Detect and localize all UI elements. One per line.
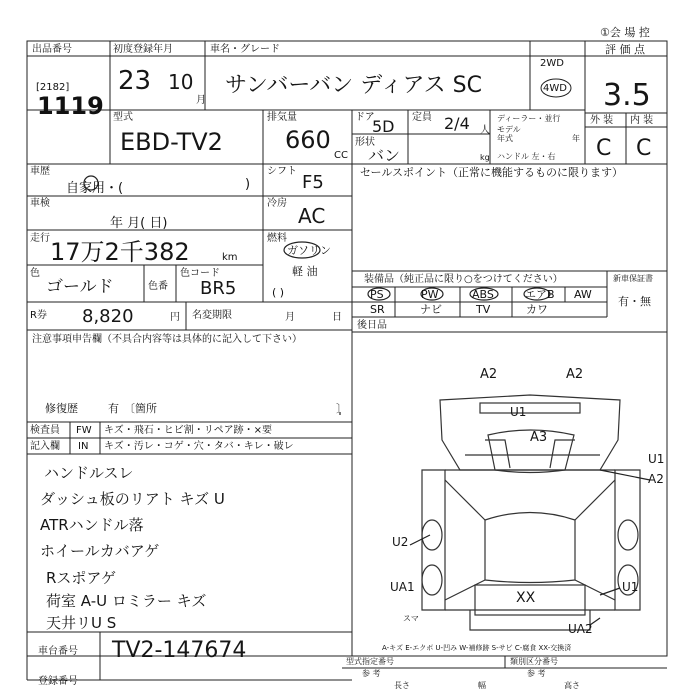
- ref-label-2: 参 考: [527, 669, 546, 678]
- ac-value: AC: [298, 204, 326, 228]
- name-grade-label: 車名・グレード: [210, 44, 280, 55]
- fuel-diesel: 軽 油: [292, 265, 318, 278]
- diagram-small-note: スマ: [403, 614, 419, 623]
- equip-pw: PW: [421, 288, 439, 301]
- mark-u2: U2: [392, 535, 409, 549]
- shift-value: F5: [302, 172, 324, 193]
- equipment-label: 装備品（純正品に限り○をつけてください）: [364, 274, 563, 285]
- note-line-3: ATRハンドル落: [40, 516, 144, 534]
- equip-sr: SR: [370, 303, 385, 316]
- equip-aw: AW: [574, 288, 592, 301]
- name-change-label: 名変期限: [192, 310, 232, 321]
- door-label: ドア: [355, 112, 375, 123]
- drive-2wd: 2WD: [540, 58, 564, 69]
- lot-small: [2182]: [36, 82, 70, 93]
- handle-label: ハンドル 左・右: [497, 152, 556, 161]
- name-change-month: 月: [285, 312, 295, 323]
- repair-label: 修復歴: [45, 402, 78, 415]
- equip-leather: カワ: [526, 303, 548, 316]
- sales-point-label: セールスポイント（正常に機能するものに限ります）: [360, 166, 624, 179]
- warranty-label: 新車保証書: [613, 274, 653, 283]
- capacity-unit: 人: [480, 125, 490, 136]
- repair-place: 〔箇所: [124, 402, 157, 415]
- entry-label: 記入欄: [30, 441, 60, 452]
- lot-label: 出品番号: [32, 44, 72, 55]
- note-line-2: ダッシュ板のリアト キズ U: [40, 490, 225, 508]
- name-change-day: 日: [332, 312, 342, 323]
- note-line-6: 荷室 A-U ロミラー キズ: [46, 592, 207, 610]
- model-label: 型式: [113, 112, 133, 123]
- fuel-label: 燃料: [267, 233, 287, 244]
- ext-value: C: [596, 136, 612, 161]
- score-label: 評 価 点: [605, 43, 645, 56]
- shape-label: 形状: [355, 137, 375, 148]
- name-grade-value: サンバーバン ディアス SC: [225, 73, 482, 98]
- mileage-label: 走行: [30, 233, 50, 244]
- ac-label: 冷房: [267, 198, 287, 209]
- capacity-value: 2/4: [444, 114, 470, 133]
- mark-a2-side: A2: [648, 472, 664, 486]
- aftermarket-label: 後日品: [357, 320, 387, 331]
- fw-text: キズ・飛石・ヒビ割・リペア跡・×要: [104, 425, 272, 436]
- mark-xx: XX: [516, 590, 536, 606]
- fuel-paren: ( ): [272, 286, 285, 299]
- width-label: 幅: [478, 681, 486, 690]
- class-label: 類別区分番号: [510, 657, 558, 666]
- type-label: 型式指定番号: [346, 657, 394, 666]
- dealer-label: ディーラー・並行: [497, 114, 561, 123]
- door-value: 5D: [372, 117, 395, 136]
- warranty-value: 有・無: [618, 295, 651, 308]
- usage-label: 車歴: [30, 166, 50, 177]
- mark-ua1: UA1: [390, 580, 415, 594]
- lot-number: 1119: [37, 92, 104, 120]
- equip-navi: ナビ: [420, 303, 442, 316]
- note-line-4: ホイールカバアゲ: [40, 542, 160, 560]
- venue-corner-label: ①会 場 控: [600, 26, 650, 39]
- disp-label: 排気量: [267, 112, 297, 123]
- color-num-label: 色コード: [180, 268, 220, 279]
- in-text: キズ・汚レ・コゲ・穴・タバ・キレ・破レ: [104, 441, 294, 452]
- load-unit: kg: [480, 153, 490, 162]
- inspection-value: 年 月( 日): [110, 216, 168, 231]
- inspection-label: 車検: [30, 198, 50, 209]
- month-unit: 月: [196, 95, 206, 106]
- recycle-unit: 円: [170, 312, 180, 323]
- mark-a2-left: A2: [480, 367, 498, 382]
- int-label: 内 装: [630, 115, 654, 126]
- score-value: 3.5: [603, 78, 651, 113]
- length-label: 長さ: [394, 681, 410, 690]
- equip-ps: PS: [370, 288, 384, 301]
- color-label: 色: [30, 268, 40, 279]
- mileage-unit: km: [222, 252, 238, 263]
- equip-tv: TV: [476, 303, 491, 316]
- ext-label: 外 装: [590, 115, 614, 126]
- damage-legend: A-キズ E-エクボ U-凹み W-補修跡 S-サビ C-腐食 XX-交換済: [382, 644, 572, 652]
- usage-value: 自家用・(: [66, 181, 124, 196]
- repair-value: 有: [108, 402, 119, 415]
- drive-4wd: 4WD: [543, 83, 567, 94]
- disp-unit: CC: [334, 150, 348, 161]
- disp-value: 660: [285, 126, 331, 154]
- year-unit: 年: [572, 134, 580, 143]
- chassis-label: 車台番号: [38, 646, 78, 657]
- usage-close: ): [245, 177, 251, 192]
- mark-a2-right: A2: [566, 367, 584, 382]
- note-line-7: 天井リU S: [46, 614, 117, 632]
- model-year-label2: 年式: [497, 134, 513, 143]
- note-line-1: ハンドルスレ: [44, 464, 134, 482]
- recycle-label: R券: [30, 310, 47, 321]
- note-line-5: Rスポアゲ: [46, 569, 116, 587]
- reg-label: 登録番号: [38, 676, 78, 687]
- mark-ua2: UA2: [568, 622, 593, 636]
- first-reg-label: 初度登録年月: [113, 44, 173, 55]
- ref-label: 参 考: [362, 669, 381, 678]
- mark-u1-top: U1: [510, 405, 527, 419]
- mark-u1-rear: U1: [622, 580, 639, 594]
- fw-label: FW: [76, 425, 92, 436]
- first-reg-year: 23: [118, 66, 152, 96]
- shape-value: バン: [368, 146, 401, 165]
- repair-close: 〕: [336, 402, 347, 415]
- color-code-label: 色番: [148, 281, 168, 292]
- notes-header: 注意事項申告欄（不具合内容等は具体的に記入して下さい）: [32, 334, 302, 345]
- inspector-label: 検査員: [30, 425, 60, 436]
- mark-u1-right: U1: [648, 452, 665, 466]
- chassis-value: TV2-147674: [112, 638, 247, 663]
- mileage-value: 17万2千382: [50, 238, 190, 266]
- first-reg-month: 10: [168, 70, 194, 94]
- mark-a3: A3: [530, 430, 548, 445]
- color-num-value: BR5: [200, 278, 237, 299]
- in-label: IN: [78, 441, 89, 452]
- capacity-label: 定員: [412, 112, 432, 123]
- model-year-label: モデル: [497, 125, 521, 134]
- equip-airbag: エアB: [525, 288, 555, 301]
- shift-label: シフト: [267, 166, 297, 177]
- fuel-gas: ガソリン: [287, 244, 331, 257]
- height-label: 高さ: [564, 681, 580, 690]
- color-value: ゴールド: [46, 277, 114, 297]
- model-value: EBD-TV2: [120, 128, 223, 156]
- recycle-value: 8,820: [82, 306, 134, 327]
- int-value: C: [636, 136, 652, 161]
- equip-abs: ABS: [472, 288, 494, 301]
